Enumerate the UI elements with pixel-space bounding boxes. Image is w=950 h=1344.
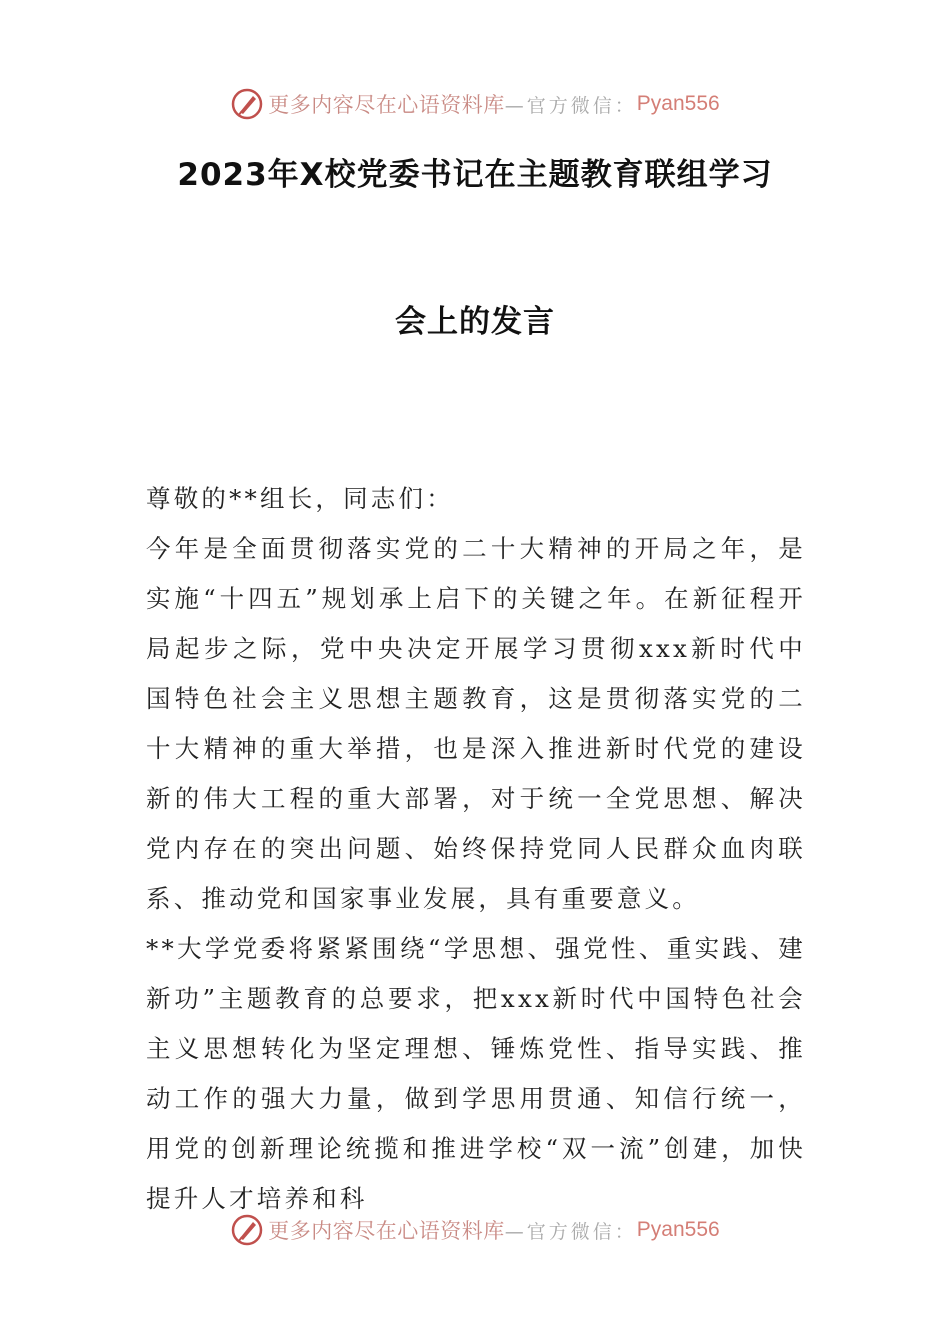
watermark-main-text: 更多内容尽在心语资料库 xyxy=(268,1219,505,1243)
salutation: 尊敬的**组长，同志们： xyxy=(146,484,454,513)
watermark-main-text: 更多内容尽在心语资料库 xyxy=(268,93,505,117)
document-body xyxy=(146,474,806,1224)
header-watermark xyxy=(0,84,950,124)
watermark-official-text: —官方微信： xyxy=(504,94,637,117)
document-title-line2: 会上的发言 xyxy=(395,304,555,340)
pen-logo-icon xyxy=(230,1213,264,1247)
document-title-line1: 2023年X校党委书记在主题教育联组学习 xyxy=(177,157,773,193)
pen-logo-icon xyxy=(230,87,264,121)
watermark-official-text: —官方微信： xyxy=(504,1220,637,1243)
watermark-id-text: Pyan556 xyxy=(636,1218,720,1241)
footer-watermark xyxy=(0,1210,950,1250)
watermark-id-text: Pyan556 xyxy=(636,92,720,115)
body-paragraph-1: 今年是全面贯彻落实党的二十大精神的开局之年，是实施“十四五”规划承上启下的关键之年。在新征程开局起步之际，党中央决定开展学习贯彻xxx新时代中国特色社会主义思想主题教育，这是贯彻落实党的二十大精神的重大举措，也是深入推进新时代党的建设新的伟大工程的重大部署，对于统一全党思想、解决党内存在的突出问题、始终保持党同人民群众血肉联系、推动党和国家事业发展，具有重要意义。 xyxy=(146,534,806,913)
body-paragraph-2: **大学党委将紧紧围绕“学思想、强党性、重实践、建新功”主题教育的总要求，把xxx新时代中国特色社会主义思想转化为坚定理想、锤炼党性、指导实践、推动工作的强大力量，做到学思用贯通、知信行统一，用党的创新理论统揽和推进学校“双一流”创建，加快提升人才培养和科 xyxy=(146,934,806,1213)
